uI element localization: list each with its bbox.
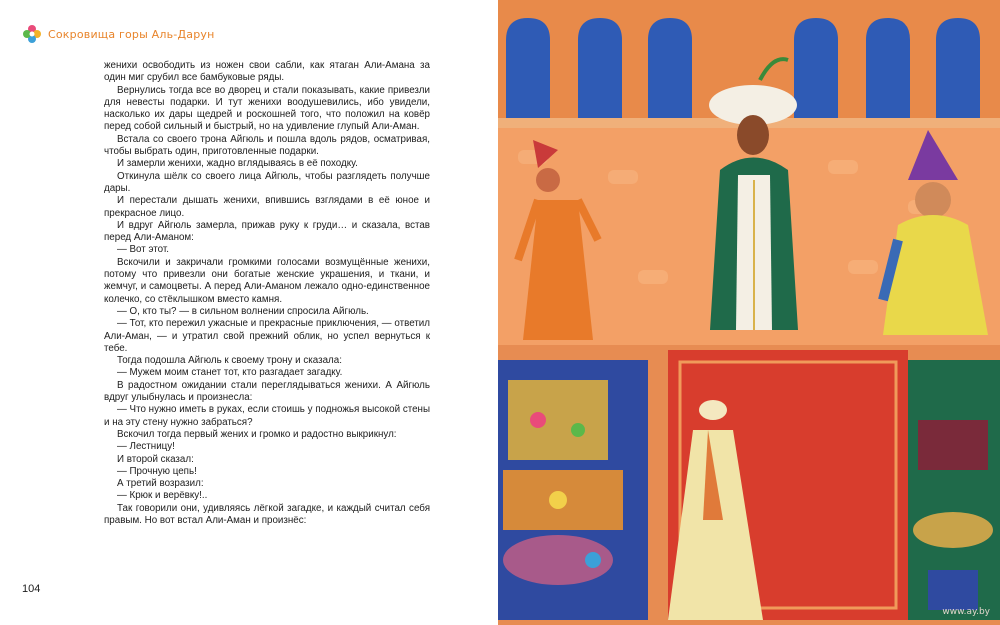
running-head	[22, 24, 215, 44]
watermark: www.ay.by	[942, 607, 990, 617]
book-title: Сокровища горы Аль-Дарун	[48, 27, 215, 41]
paragraph: — Вот этот.	[117, 244, 170, 256]
paragraph: Тогда подошла Айгюль к своему трону и сказала:	[117, 355, 342, 367]
paragraph: женихи освободить из ножен свои сабли, как ятаган Али-Амана за один миг срубил все бамбуковые ряды.	[104, 60, 430, 84]
treasure-pile-left	[498, 360, 648, 620]
flower-icon	[22, 24, 42, 44]
paragraph: — Что нужно иметь в руках, если стоишь у подножья высокой стены и на эту стену нужно забраться?	[104, 404, 430, 428]
paragraph: — О, кто ты? — в сильном волнении спросила Айгюль.	[117, 305, 369, 317]
treasure-pile-right	[908, 360, 1000, 620]
prince-figure	[709, 59, 798, 330]
paragraph: — Тот, кто пережил ужасные и прекрасные приключения, — ответил Али-Аман, — и утратил свой прежний облик, но успел вернуться к тебе.	[104, 318, 430, 354]
paragraph: Встала со своего трона Айгюль и пошла вдоль рядов, осматривая, чтобы выбрать один, приготовленные подарки.	[104, 133, 430, 158]
paragraph: А третий возразил:	[117, 478, 204, 490]
paragraph: Вернулись тогда все во дворец и стали показывать, какие привезли для невесты подарки. И тут женихи воодушевились, ибо увидели, насколько их дары щедрей и роскошней того, что положил на ковёр перед собой сильный и быстрый, но на удивление глупый Али-Аман.	[104, 84, 430, 133]
paragraph: — Прочную цепь!	[117, 465, 197, 477]
paragraph: — Мужем моим станет тот, кто разгадает загадку.	[117, 367, 343, 379]
paragraph: Откинула шёлк со своего лица Айгюль, чтобы разглядеть получше дары.	[104, 170, 430, 194]
paragraph: В радостном ожидании стали переглядываться женихи. А Айгюль вдруг улыбнулась и произнесла:	[104, 379, 430, 404]
paragraph: И замерли женихи, жадно вглядываясь в её походку.	[117, 158, 358, 170]
paragraph: Вскочили и закричали громкими голосами возмущённые женихи, потому что привезли они богатые женские украшения, и ткани, и жемчуг, и самоцветы. А перед Али-Аманом лежало одно-единственное колечко, со стёклышком вместо камня.	[104, 256, 430, 305]
left-page	[0, 0, 498, 625]
illustration-page	[498, 0, 1000, 625]
paragraph: И перестали дышать женихи, впившись взглядами в её юное и прекрасное лицо.	[104, 195, 430, 219]
page-number: 104	[22, 583, 41, 595]
paragraph: Вскочил тогда первый жених и громко и радостно выкрикнул:	[117, 428, 397, 440]
paragraph: Так говорили они, удивляясь лёгкой загадке, и каждый считал себя правым. Но вот встал Али-Аман и произнёс:	[104, 502, 430, 526]
story-text	[104, 60, 430, 527]
paragraph: И вдруг Айгюль замерла, прижав руку к груди… и сказала, встав перед Али-Аманом:	[104, 219, 430, 244]
paragraph: — Крюк и верёвку!..	[117, 490, 208, 502]
palace-illustration	[498, 0, 1000, 625]
paragraph: — Лестницу!	[117, 441, 175, 453]
paragraph: И второй сказал:	[117, 453, 194, 465]
